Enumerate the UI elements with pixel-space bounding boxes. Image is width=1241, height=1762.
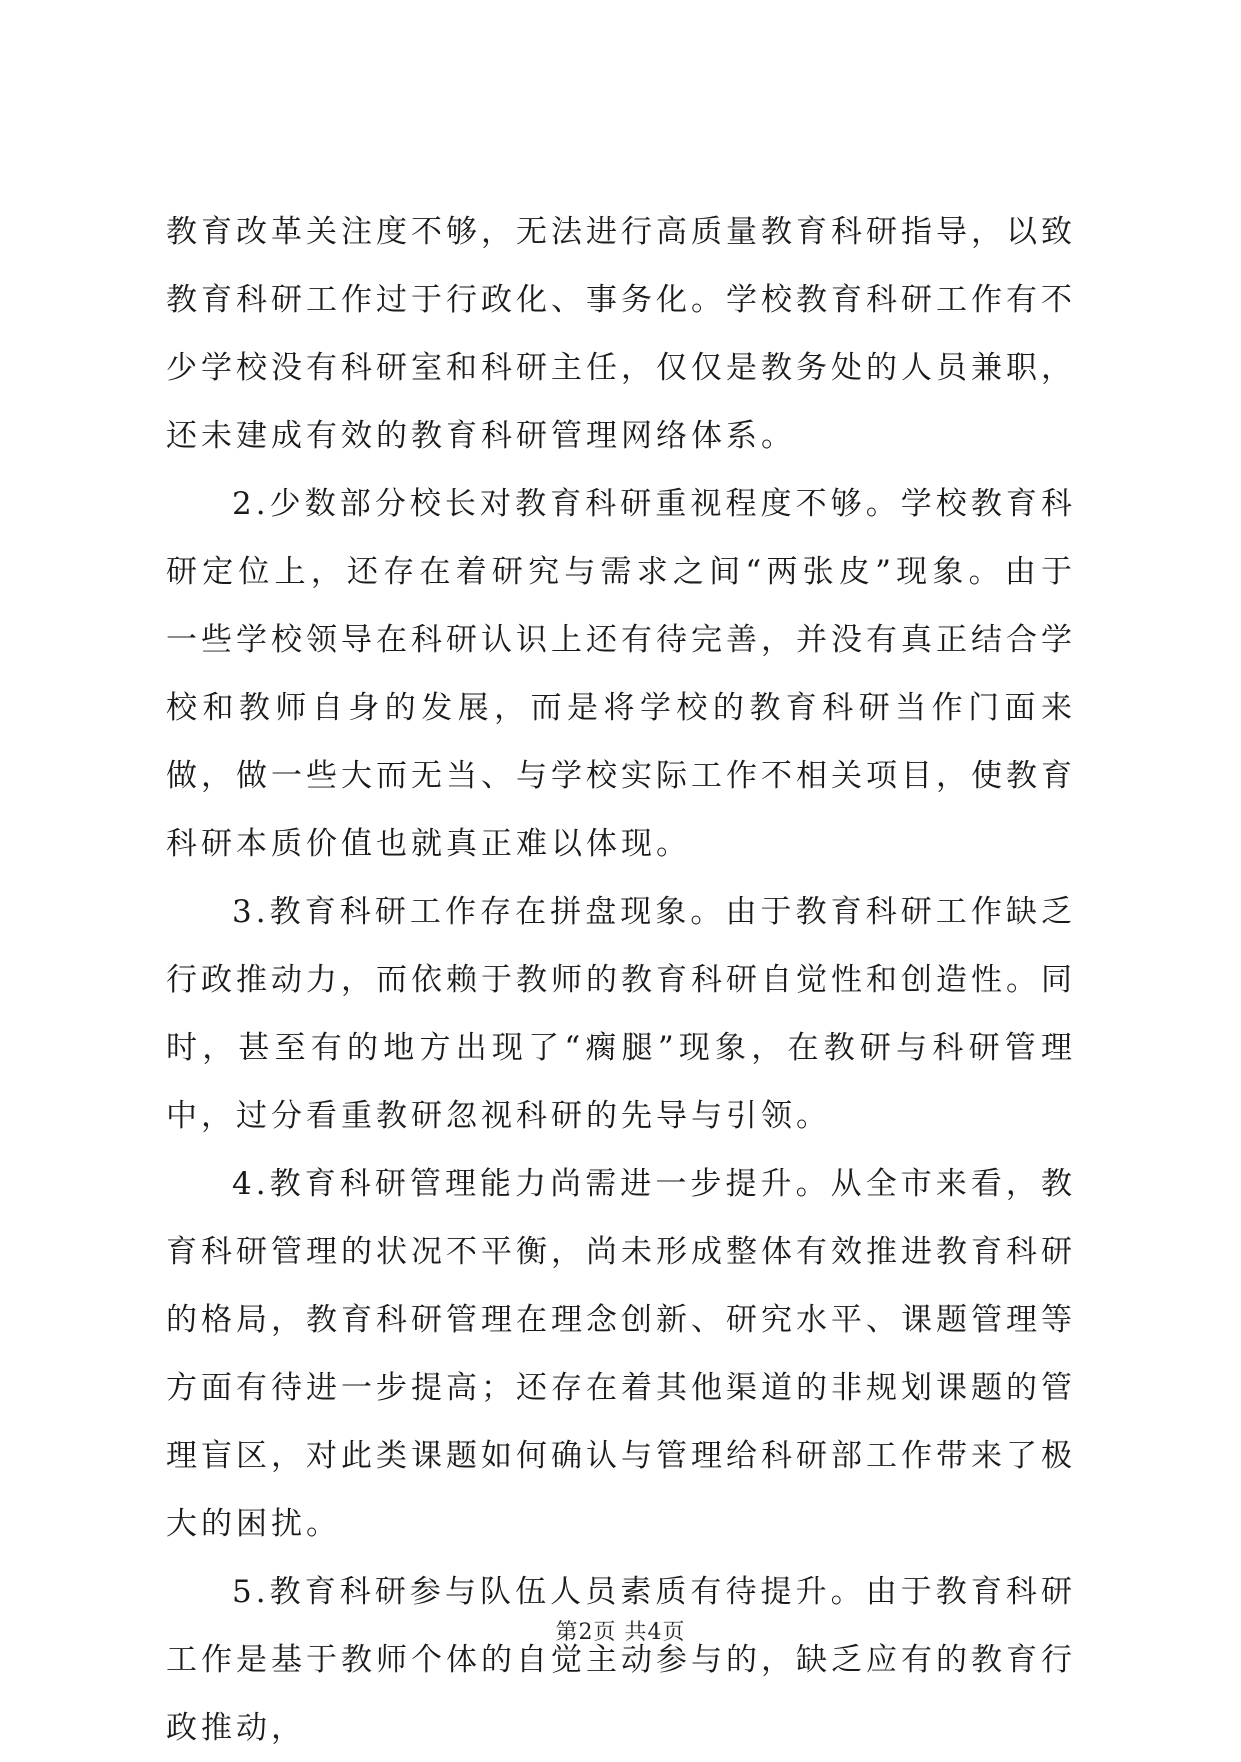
paragraph-item-4: 4.教育科研管理能力尚需进一步提升。从全市来看，教育科研管理的状况不平衡，尚未形成整体有效推进教育科研的格局，教育科研管理在理念创新、研究水平、课题管理等方面有待进一步提高；还存在着其他渠道的非规划课题的管理盲区，对此类课题如何确认与管理给科研部工作带来了极大的困扰。 bbox=[166, 1166, 1076, 1542]
document-body bbox=[166, 198, 1076, 1762]
paragraph-item-5: 5.教育科研参与队伍人员素质有待提升。由于教育科研工作是基于教师个体的自觉主动参与的，缺乏应有的教育行政推动， bbox=[166, 1574, 1076, 1746]
paragraph-item-2: 2.少数部分校长对教育科研重视程度不够。学校教育科研定位上，还存在着研究与需求之间“两张皮”现象。由于一些学校领导在科研认识上还有待完善，并没有真正结合学校和教师自身的发展，而是将学校的教育科研当作门面来做，做一些大而无当、与学校实际工作不相关项目，使教育科研本质价值也就真正难以体现。 bbox=[166, 486, 1076, 862]
paragraph-continuation: 教育改革关注度不够，无法进行高质量教育科研指导，以致教育科研工作过于行政化、事务化。学校教育科研工作有不少学校没有科研室和科研主任，仅仅是教务处的人员兼职，还未建成有效的教育科研管理网络体系。 bbox=[166, 214, 1076, 454]
page-number-footer: 第2页 共4页 bbox=[555, 1620, 686, 1645]
paragraph-item-3: 3.教育科研工作存在拼盘现象。由于教育科研工作缺乏行政推动力，而依赖于教师的教育科研自觉性和创造性。同时，甚至有的地方出现了“瘸腿”现象，在教研与科研管理中，过分看重教研忽视科研的先导与引领。 bbox=[166, 894, 1076, 1134]
